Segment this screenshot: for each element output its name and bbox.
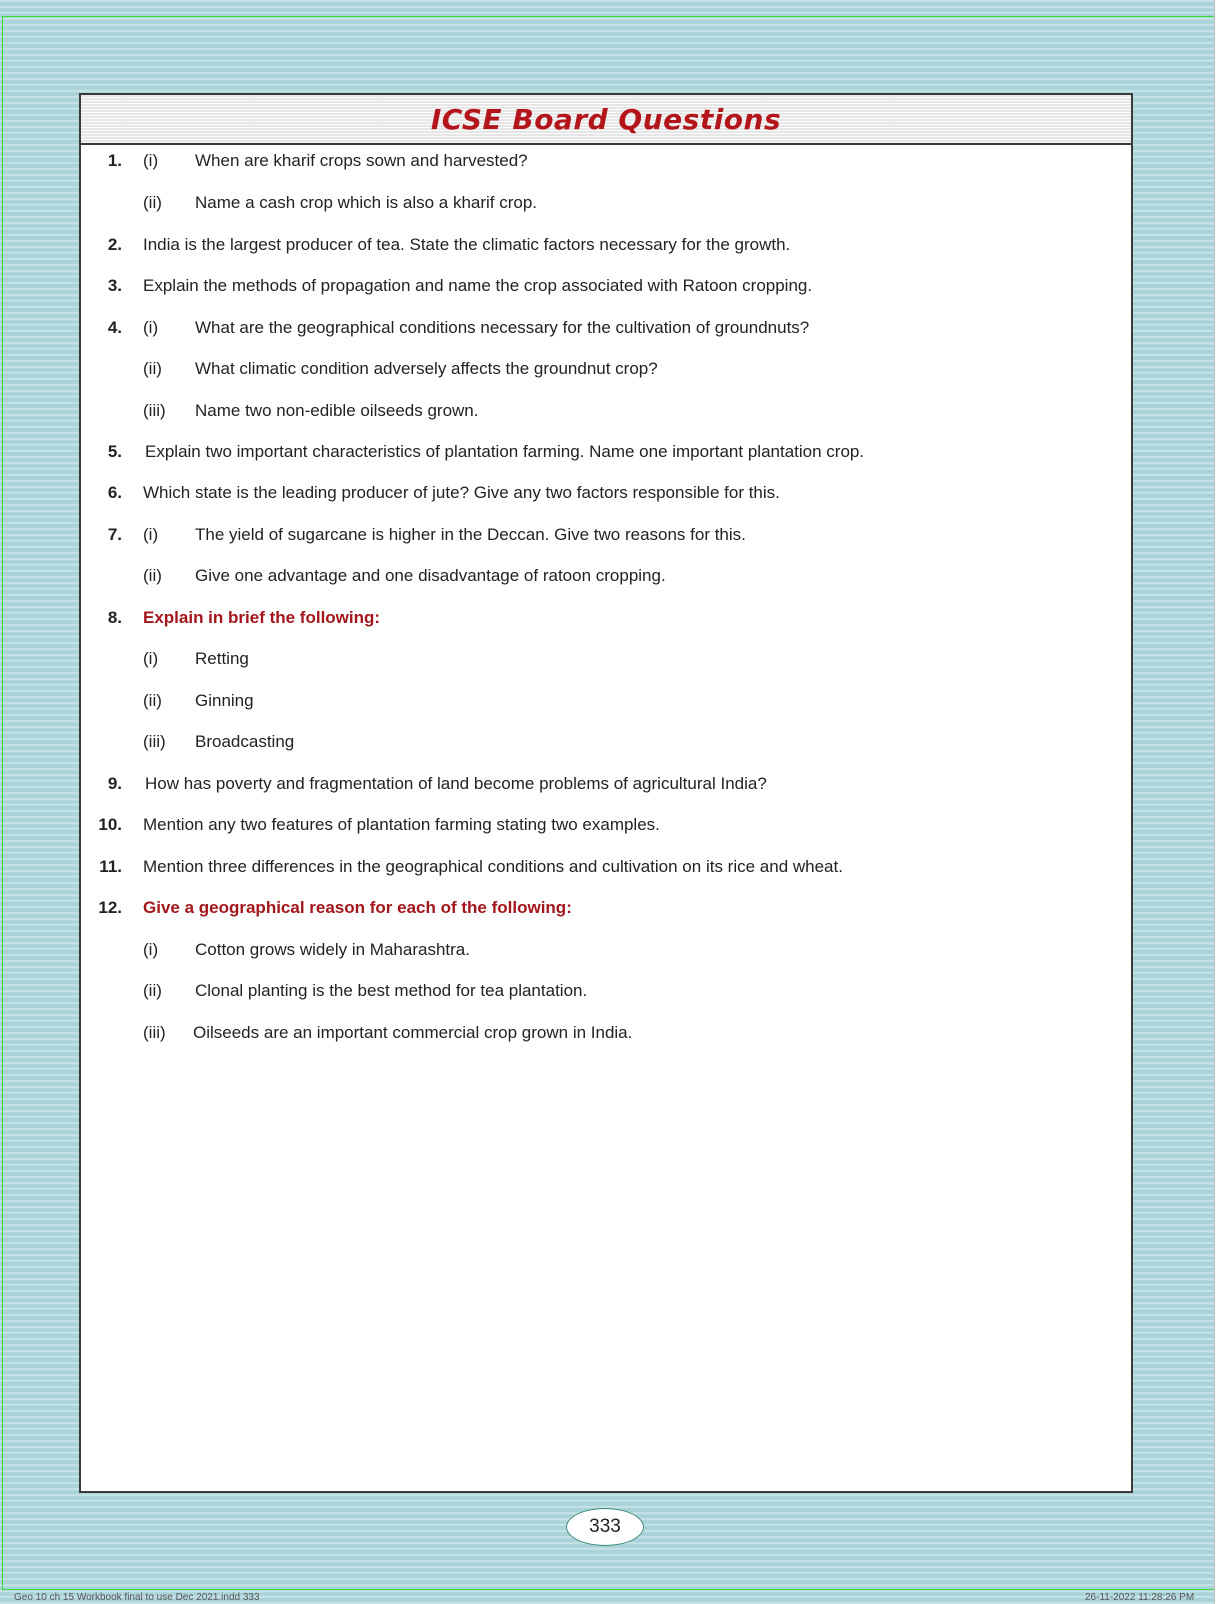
sub-label: (i) bbox=[143, 940, 159, 959]
sub-label: (ii) bbox=[143, 981, 162, 1000]
sub-label: (i) bbox=[143, 151, 159, 170]
sub-label: (iii) bbox=[143, 1023, 166, 1042]
question-number: 12. bbox=[98, 898, 122, 917]
question-text: The yield of sugarcane is higher in the Deccan. Give two reasons for this. bbox=[195, 525, 746, 544]
question-number: 9. bbox=[107, 774, 122, 793]
question-heading: Give a geographical reason for each of the following: bbox=[143, 898, 572, 917]
question-number: 4. bbox=[107, 318, 122, 337]
sub-label: (iii) bbox=[143, 732, 166, 751]
question-number: 10. bbox=[98, 815, 122, 834]
print-slug-file: Geo 10 ch 15 Workbook final to use Dec 2021.indd 333 bbox=[14, 1592, 260, 1603]
question-text: Mention three differences in the geographical conditions and cultivation on its rice and wheat. bbox=[143, 857, 843, 876]
sub-label: (ii) bbox=[143, 193, 162, 212]
sub-label: (ii) bbox=[143, 691, 162, 710]
question-text: Clonal planting is the best method for tea plantation. bbox=[195, 981, 588, 1000]
section-title: ICSE Board Questions bbox=[430, 103, 782, 136]
question-text: Ginning bbox=[195, 691, 254, 710]
sub-label: (i) bbox=[143, 318, 159, 337]
question-text: Which state is the leading producer of jute? Give any two factors responsible for this. bbox=[143, 483, 780, 502]
question-text: Mention any two features of plantation farming stating two examples. bbox=[143, 815, 660, 834]
question-text: Explain two important characteristics of plantation farming. Name one important plantation crop. bbox=[145, 442, 865, 461]
question-heading: Explain in brief the following: bbox=[143, 608, 381, 627]
question-text: Give one advantage and one disadvantage of ratoon cropping. bbox=[195, 566, 666, 585]
page-edge bbox=[1214, 0, 1230, 1604]
question-number: 3. bbox=[107, 276, 122, 295]
question-number: 6. bbox=[107, 483, 122, 502]
question-number: 2. bbox=[107, 235, 122, 254]
question-text: Explain the methods of propagation and name the crop associated with Ratoon cropping. bbox=[143, 276, 813, 295]
question-number: 1. bbox=[107, 151, 122, 170]
question-number: 8. bbox=[107, 608, 122, 627]
sub-label: (ii) bbox=[143, 566, 162, 585]
sub-label: (i) bbox=[143, 525, 159, 544]
print-slug-date: 26-11-2022 11:28:26 PM bbox=[1085, 1592, 1195, 1603]
question-number: 7. bbox=[107, 525, 122, 544]
question-text: What are the geographical conditions necessary for the cultivation of groundnuts? bbox=[195, 318, 810, 337]
sub-label: (ii) bbox=[143, 359, 162, 378]
question-text: What climatic condition adversely affects the groundnut crop? bbox=[195, 359, 658, 378]
question-text: How has poverty and fragmentation of land become problems of agricultural India? bbox=[145, 774, 767, 793]
question-number: 5. bbox=[107, 442, 122, 461]
page-number: 333 bbox=[566, 1508, 644, 1546]
question-text: When are kharif crops sown and harvested? bbox=[195, 151, 528, 170]
sub-label: (i) bbox=[143, 649, 159, 668]
question-number: 11. bbox=[99, 857, 122, 876]
question-text: Cotton grows widely in Maharashtra. bbox=[195, 940, 470, 959]
question-text: Oilseeds are an important commercial crop grown in India. bbox=[193, 1023, 633, 1042]
question-text: Name a cash crop which is also a kharif crop. bbox=[195, 193, 538, 212]
question-text: Retting bbox=[195, 649, 249, 668]
question-text: India is the largest producer of tea. State the climatic factors necessary for the growth. bbox=[143, 235, 791, 254]
question-text: Broadcasting bbox=[195, 732, 295, 751]
question-text: Name two non-edible oilseeds grown. bbox=[195, 401, 479, 420]
sub-label: (iii) bbox=[143, 401, 166, 420]
section-header bbox=[81, 95, 1131, 145]
